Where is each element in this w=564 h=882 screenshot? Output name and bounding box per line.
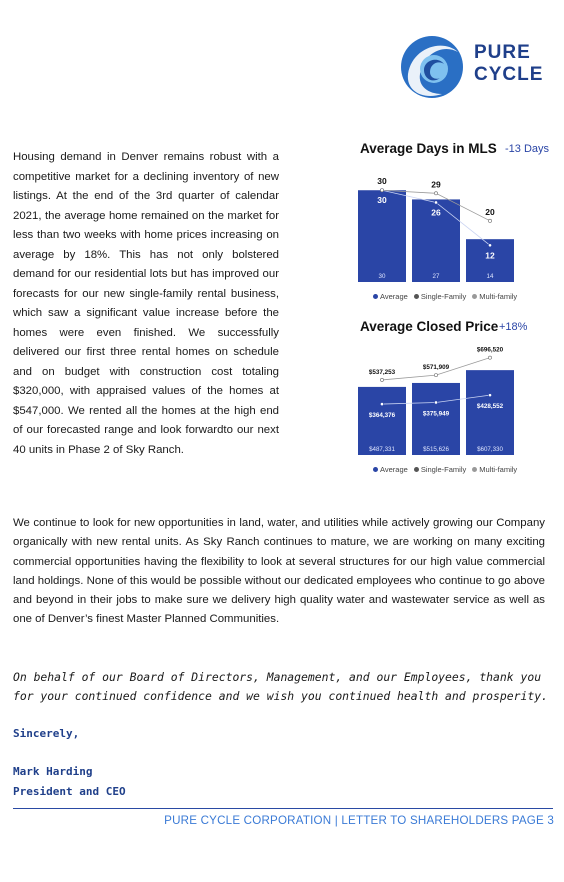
legend-single-family xyxy=(414,292,466,301)
chart2-title: Average Closed Price xyxy=(360,319,499,334)
company-logo xyxy=(398,34,550,100)
label-multi-family: 29 xyxy=(431,179,441,190)
chart1-title: Average Days in MLS xyxy=(360,141,497,156)
bar-average xyxy=(466,370,514,455)
bar-average xyxy=(358,387,406,455)
legend-average xyxy=(373,292,408,301)
point-single-family xyxy=(488,394,491,397)
chart1-plot xyxy=(352,156,542,286)
legend-multi-family-dot-icon xyxy=(472,467,477,472)
legend-multi-family-label: Multi-family xyxy=(479,465,518,474)
footer-divider xyxy=(13,808,553,809)
legend-single-family-label: Single-Family xyxy=(420,465,467,474)
point-single-family xyxy=(434,401,437,404)
signer-title: President and CEO xyxy=(13,785,126,798)
point-single-family xyxy=(380,402,383,405)
chart1-delta: -13 Days xyxy=(505,143,550,155)
label-single-family: 12 xyxy=(485,250,495,261)
label-single-family: 30 xyxy=(377,195,387,206)
label-single-family: 26 xyxy=(431,207,441,218)
legend-average-dot-icon xyxy=(373,467,378,472)
point-multi-family xyxy=(488,219,491,222)
label-multi-family: 20 xyxy=(485,206,495,217)
bar-average-label: 27 xyxy=(432,273,440,280)
legend-single-family-dot-icon xyxy=(414,467,419,472)
legend-single-family-dot-icon xyxy=(414,294,419,299)
label-multi-family: $537,253 xyxy=(368,368,396,376)
bar-average-label: $515,626 xyxy=(423,446,449,453)
legend-single-family xyxy=(414,465,466,474)
bar-average-label: $487,331 xyxy=(369,446,395,453)
point-multi-family xyxy=(380,378,383,381)
label-multi-family: $696,520 xyxy=(476,346,504,354)
bar-average-label: 14 xyxy=(486,273,494,280)
legend-multi-family-dot-icon xyxy=(472,294,477,299)
point-single-family xyxy=(434,201,437,204)
point-multi-family xyxy=(434,373,437,376)
logo-line-2: CYCLE xyxy=(474,64,544,85)
point-single-family xyxy=(488,244,491,247)
chart2-plot xyxy=(352,335,542,460)
legend-average-label: Average xyxy=(380,292,408,301)
body-paragraph: We continue to look for new opportunities in land, water, and utilities while actively growing our Company organically with new rental units. As Sky Ranch continues to mature, we are working on many exciting commercial opportunities having the flexibility to look at several structures for our high value commercial land holdings. None of this would be possible without our dedicated employees who continue to go above and beyond in their jobs to make sure we delivery high quality water and wastewater service as well as one of Denver’s finest Master Planned Communities. xyxy=(13,517,545,626)
label-single-family: $375,949 xyxy=(422,410,450,418)
legend-single-family-label: Single-Family xyxy=(420,292,467,301)
chart2-legend xyxy=(373,465,517,474)
label-single-family: $364,376 xyxy=(368,412,396,420)
chart2-delta: +18% xyxy=(499,321,528,333)
legend-multi-family-label: Multi-family xyxy=(479,292,518,301)
label-single-family: $428,552 xyxy=(476,403,504,411)
label-multi-family: $571,909 xyxy=(422,364,450,372)
page-footer: PURE CYCLE CORPORATION | LETTER TO SHAREHOLDERS PAGE 3 xyxy=(164,814,554,827)
point-multi-family xyxy=(488,356,491,359)
bar-average-label: $607,330 xyxy=(477,446,503,453)
label-multi-family: 30 xyxy=(377,176,387,187)
logo-line-1: PURE xyxy=(474,42,531,63)
legend-multi-family xyxy=(472,292,517,301)
signer-name: Mark Harding xyxy=(13,765,93,778)
signoff: Sincerely, xyxy=(13,727,80,740)
point-multi-family xyxy=(380,189,383,192)
intro-paragraph: Housing demand in Denver remains robust with a competitive market for a declining inventory of new listings. At the end of the 3rd quarter of calendar 2021, the average home remained on the market for less than two weeks with home prices increasing on average by 18%. This has not only bolstered demand for our residential lots but has improved our forecasts for our new single-family rental business, which saw a significant value increase before the homes were even finished. We successfully delivered our first three rental homes on schedule and on budget with construction cost totaling $320,000, with appraised values of the homes at $547,000. We rented all the homes at the high end of our forecasted range and look forwardto our next 40 units in Phase 2 of Sky Ranch. xyxy=(13,151,279,456)
legend-average-dot-icon xyxy=(373,294,378,299)
chart1-legend xyxy=(373,292,517,301)
legend-multi-family xyxy=(472,465,517,474)
legend-average xyxy=(373,465,408,474)
bar-average-label: 30 xyxy=(378,273,386,280)
closing-paragraph: On behalf of our Board of Directors, Management, and our Employees, thank you for your continued confidence and we wish you continued health and prosperity. xyxy=(13,670,548,704)
water-wave-logo-icon xyxy=(398,34,470,100)
bar-average xyxy=(412,383,460,455)
legend-average-label: Average xyxy=(380,465,408,474)
logo-text xyxy=(474,42,543,86)
point-multi-family xyxy=(434,192,437,195)
